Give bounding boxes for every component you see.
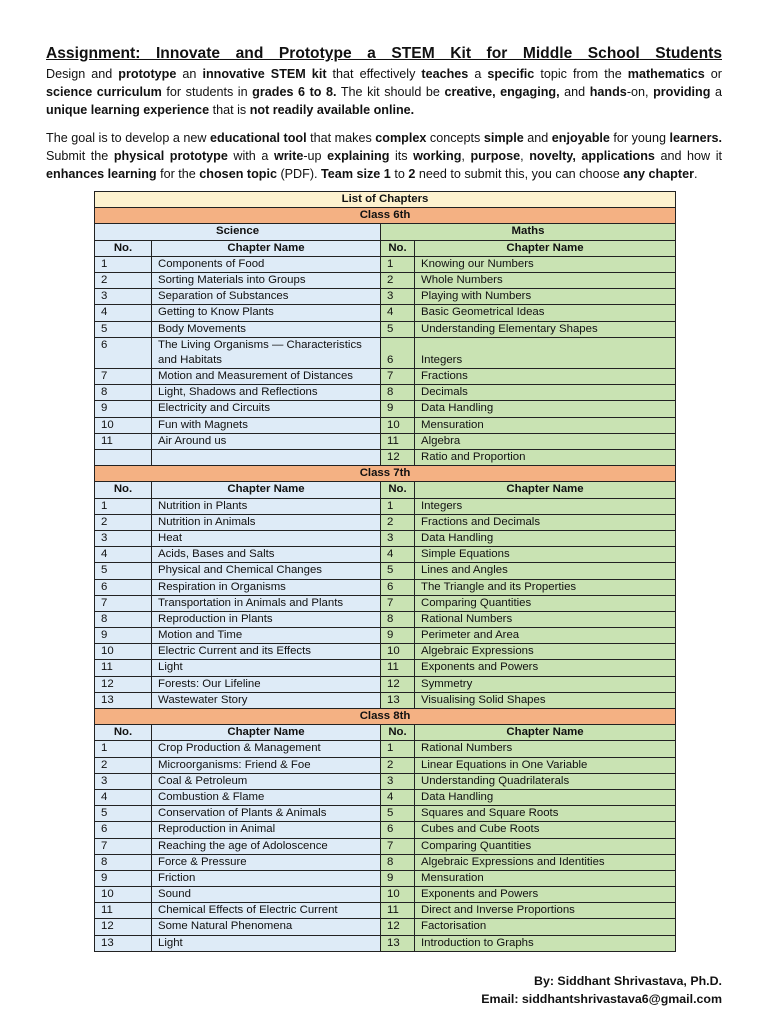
maths-chapter-no: 4 — [381, 305, 415, 321]
chapters-table-wrapper — [94, 191, 675, 952]
science-chapter-no: 6 — [95, 579, 152, 595]
science-chapter-no: 9 — [95, 870, 152, 886]
class-label: Class 7th — [95, 466, 676, 482]
science-chapter-name: Coal & Petroleum — [152, 773, 381, 789]
science-chapter-header: Chapter Name — [152, 482, 381, 498]
science-chapter-name: Reproduction in Plants — [152, 611, 381, 627]
science-chapter-name: The Living Organisms — Characteristics and Habitats — [152, 337, 381, 368]
science-chapter-name: Separation of Substances — [152, 289, 381, 305]
maths-chapter-name: Cubes and Cube Roots — [415, 822, 676, 838]
maths-chapter-no: 11 — [381, 660, 415, 676]
table-row — [95, 692, 676, 708]
maths-chapter-no: 9 — [381, 628, 415, 644]
maths-chapter-no: 6 — [381, 579, 415, 595]
maths-chapter-name: Data Handling — [415, 401, 676, 417]
science-chapter-no: 1 — [95, 498, 152, 514]
maths-chapter-header: Chapter Name — [415, 240, 676, 256]
maths-chapter-no: 2 — [381, 272, 415, 288]
maths-chapter-no: 3 — [381, 289, 415, 305]
science-chapter-no: 1 — [95, 741, 152, 757]
table-row — [95, 806, 676, 822]
maths-chapter-no: 7 — [381, 595, 415, 611]
science-chapter-name: Light — [152, 935, 381, 951]
maths-chapter-no: 4 — [381, 789, 415, 805]
maths-chapter-name: Simple Equations — [415, 547, 676, 563]
science-chapter-name: Friction — [152, 870, 381, 886]
maths-chapter-name: Data Handling — [415, 530, 676, 546]
science-chapter-no: 9 — [95, 628, 152, 644]
table-row — [95, 595, 676, 611]
science-chapter-name: Sorting Materials into Groups — [152, 272, 381, 288]
table-row — [95, 498, 676, 514]
table-row — [95, 401, 676, 417]
author-email: Email: siddhantshrivastava6@gmail.com — [481, 992, 722, 1006]
table-row — [95, 272, 676, 288]
maths-chapter-name: Fractions and Decimals — [415, 514, 676, 530]
science-chapter-no: 3 — [95, 289, 152, 305]
science-chapter-no: 4 — [95, 547, 152, 563]
maths-chapter-name: Integers — [415, 498, 676, 514]
maths-chapter-no: 5 — [381, 806, 415, 822]
science-chapter-name: Light, Shadows and Reflections — [152, 385, 381, 401]
maths-no-header: No. — [381, 482, 415, 498]
class-header-row — [95, 466, 676, 482]
science-chapter-name: Electricity and Circuits — [152, 401, 381, 417]
maths-chapter-name: Ratio and Proportion — [415, 450, 676, 466]
table-row — [95, 660, 676, 676]
maths-chapter-no: 13 — [381, 935, 415, 951]
maths-chapter-no: 1 — [381, 498, 415, 514]
maths-chapter-no: 5 — [381, 563, 415, 579]
science-chapter-no — [95, 450, 152, 466]
science-chapter-name: Forests: Our Lifeline — [152, 676, 381, 692]
science-chapter-no: 7 — [95, 595, 152, 611]
maths-chapter-name: Introduction to Graphs — [415, 935, 676, 951]
table-row — [95, 676, 676, 692]
science-no-header: No. — [95, 240, 152, 256]
science-chapter-no: 12 — [95, 919, 152, 935]
chapters-table — [94, 191, 676, 952]
maths-chapter-no: 11 — [381, 433, 415, 449]
science-chapter-name: Reproduction in Animal — [152, 822, 381, 838]
maths-chapter-no: 6 — [381, 337, 415, 368]
science-chapter-no: 11 — [95, 903, 152, 919]
column-header-row — [95, 482, 676, 498]
science-chapter-no: 10 — [95, 417, 152, 433]
science-chapter-no: 8 — [95, 854, 152, 870]
table-row — [95, 854, 676, 870]
science-chapter-name: Transportation in Animals and Plants — [152, 595, 381, 611]
class-label: Class 8th — [95, 709, 676, 725]
science-chapter-no: 11 — [95, 660, 152, 676]
maths-chapter-name: Linear Equations in One Variable — [415, 757, 676, 773]
science-chapter-no: 5 — [95, 563, 152, 579]
maths-chapter-no: 2 — [381, 514, 415, 530]
science-chapter-name: Nutrition in Animals — [152, 514, 381, 530]
maths-chapter-no: 5 — [381, 321, 415, 337]
science-header: Science — [95, 224, 381, 240]
column-header-row — [95, 240, 676, 256]
maths-chapter-name: Direct and Inverse Proportions — [415, 903, 676, 919]
table-row — [95, 822, 676, 838]
maths-chapter-no: 10 — [381, 887, 415, 903]
maths-chapter-name: Mensuration — [415, 870, 676, 886]
table-row — [95, 337, 676, 368]
science-chapter-name: Heat — [152, 530, 381, 546]
science-chapter-no: 6 — [95, 337, 152, 368]
assignment-section — [46, 44, 722, 183]
column-header-row — [95, 725, 676, 741]
science-chapter-header: Chapter Name — [152, 725, 381, 741]
table-row — [95, 741, 676, 757]
maths-chapter-no: 3 — [381, 530, 415, 546]
science-chapter-no: 6 — [95, 822, 152, 838]
maths-chapter-no: 3 — [381, 773, 415, 789]
maths-chapter-name: Perimeter and Area — [415, 628, 676, 644]
maths-chapter-header: Chapter Name — [415, 482, 676, 498]
maths-chapter-no: 9 — [381, 401, 415, 417]
science-chapter-name: Chemical Effects of Electric Current — [152, 903, 381, 919]
maths-chapter-name: Understanding Quadrilaterals — [415, 773, 676, 789]
science-chapter-name: Sound — [152, 887, 381, 903]
science-chapter-name: Crop Production & Management — [152, 741, 381, 757]
maths-chapter-name: Understanding Elementary Shapes — [415, 321, 676, 337]
science-chapter-name: Physical and Chemical Changes — [152, 563, 381, 579]
assignment-title: Assignment: Innovate and Prototype a STEM Kit for Middle School Students — [46, 45, 722, 62]
science-chapter-name: Some Natural Phenomena — [152, 919, 381, 935]
table-row — [95, 385, 676, 401]
table-row — [95, 773, 676, 789]
science-chapter-no: 7 — [95, 369, 152, 385]
maths-chapter-no: 13 — [381, 692, 415, 708]
maths-chapter-name: Comparing Quantities — [415, 838, 676, 854]
table-row — [95, 903, 676, 919]
science-chapter-name: Motion and Time — [152, 628, 381, 644]
science-chapter-no: 12 — [95, 676, 152, 692]
table-row — [95, 547, 676, 563]
maths-chapter-no: 10 — [381, 417, 415, 433]
science-chapter-no: 10 — [95, 887, 152, 903]
maths-chapter-no: 9 — [381, 870, 415, 886]
maths-chapter-name: Algebraic Expressions and Identities — [415, 854, 676, 870]
table-row — [95, 838, 676, 854]
maths-chapter-name: Playing with Numbers — [415, 289, 676, 305]
maths-chapter-name: Lines and Angles — [415, 563, 676, 579]
science-chapter-name: Force & Pressure — [152, 854, 381, 870]
science-chapter-no: 1 — [95, 256, 152, 272]
science-chapter-name: Fun with Magnets — [152, 417, 381, 433]
maths-chapter-no: 12 — [381, 450, 415, 466]
science-chapter-header: Chapter Name — [152, 240, 381, 256]
maths-chapter-no: 8 — [381, 854, 415, 870]
table-row — [95, 433, 676, 449]
science-chapter-no: 7 — [95, 838, 152, 854]
table-row — [95, 757, 676, 773]
maths-header: Maths — [381, 224, 676, 240]
maths-no-header: No. — [381, 240, 415, 256]
science-chapter-name: Microorganisms: Friend & Foe — [152, 757, 381, 773]
science-chapter-name: Electric Current and its Effects — [152, 644, 381, 660]
maths-chapter-name: Fractions — [415, 369, 676, 385]
maths-chapter-name: Algebraic Expressions — [415, 644, 676, 660]
subject-header-row — [95, 224, 676, 240]
maths-chapter-no: 12 — [381, 676, 415, 692]
table-row — [95, 369, 676, 385]
science-chapter-name: Combustion & Flame — [152, 789, 381, 805]
science-chapter-name: Components of Food — [152, 256, 381, 272]
science-chapter-name: Motion and Measurement of Distances — [152, 369, 381, 385]
maths-chapter-no: 10 — [381, 644, 415, 660]
maths-chapter-name: Integers — [415, 337, 676, 368]
science-chapter-no: 4 — [95, 305, 152, 321]
maths-chapter-no: 1 — [381, 256, 415, 272]
maths-chapter-no: 7 — [381, 369, 415, 385]
science-chapter-name: Reaching the age of Adoloscence — [152, 838, 381, 854]
maths-chapter-name: Rational Numbers — [415, 611, 676, 627]
table-row — [95, 611, 676, 627]
science-chapter-no: 13 — [95, 935, 152, 951]
science-chapter-name: Acids, Bases and Salts — [152, 547, 381, 563]
table-row — [95, 644, 676, 660]
table-row — [95, 563, 676, 579]
science-chapter-name: Body Movements — [152, 321, 381, 337]
science-chapter-no: 5 — [95, 806, 152, 822]
intro-paragraph: Design and prototype an innovative STEM kit that effectively teaches a specific topic from the mathematics or science curriculum for students in grades 6 to 8. The kit should be creative, engaging, and hands-on, providing a unique learning experience that is not readily available online. — [46, 67, 723, 117]
maths-chapter-name: Visualising Solid Shapes — [415, 692, 676, 708]
table-row — [95, 514, 676, 530]
maths-chapter-name: Whole Numbers — [415, 272, 676, 288]
author-name: By: Siddhant Shrivastava, Ph.D. — [534, 974, 722, 988]
class-label: Class 6th — [95, 208, 676, 224]
science-chapter-no: 3 — [95, 773, 152, 789]
science-chapter-no: 9 — [95, 401, 152, 417]
maths-chapter-name: Symmetry — [415, 676, 676, 692]
science-chapter-name: Air Around us — [152, 433, 381, 449]
science-chapter-name — [152, 450, 381, 466]
maths-chapter-name: The Triangle and its Properties — [415, 579, 676, 595]
table-row — [95, 579, 676, 595]
table-row — [95, 935, 676, 951]
maths-chapter-no: 2 — [381, 757, 415, 773]
maths-chapter-name: Squares and Square Roots — [415, 806, 676, 822]
table-row — [95, 887, 676, 903]
maths-chapter-no: 12 — [381, 919, 415, 935]
science-chapter-no: 4 — [95, 789, 152, 805]
science-chapter-no: 10 — [95, 644, 152, 660]
science-no-header: No. — [95, 725, 152, 741]
maths-chapter-name: Mensuration — [415, 417, 676, 433]
table-row — [95, 450, 676, 466]
maths-chapter-no: 11 — [381, 903, 415, 919]
science-chapter-no: 8 — [95, 385, 152, 401]
maths-chapter-no: 8 — [381, 385, 415, 401]
maths-chapter-no: 7 — [381, 838, 415, 854]
table-title: List of Chapters — [95, 192, 676, 208]
maths-chapter-name: Rational Numbers — [415, 741, 676, 757]
maths-chapter-name: Data Handling — [415, 789, 676, 805]
goal-paragraph: The goal is to develop a new educational tool that makes complex concepts simple and enjoyable for young learners. Submit the physical prototype with a write-up explaining its working, purpose, novelty, applications and how it enhances learning for the chosen topic (PDF). Team size 1 to 2 need to submit this, you can choose any chapter. — [46, 131, 722, 181]
science-chapter-no: 13 — [95, 692, 152, 708]
science-chapter-name: Getting to Know Plants — [152, 305, 381, 321]
class-header-row — [95, 208, 676, 224]
maths-chapter-no: 1 — [381, 741, 415, 757]
author-footer — [481, 972, 722, 1008]
maths-chapter-name: Comparing Quantities — [415, 595, 676, 611]
science-chapter-no: 3 — [95, 530, 152, 546]
science-chapter-no: 5 — [95, 321, 152, 337]
science-chapter-name: Wastewater Story — [152, 692, 381, 708]
table-row — [95, 870, 676, 886]
science-chapter-no: 2 — [95, 514, 152, 530]
maths-chapter-name: Exponents and Powers — [415, 660, 676, 676]
maths-chapter-name: Decimals — [415, 385, 676, 401]
table-title-row — [95, 192, 676, 208]
maths-chapter-name: Basic Geometrical Ideas — [415, 305, 676, 321]
science-no-header: No. — [95, 482, 152, 498]
table-row — [95, 289, 676, 305]
maths-chapter-name: Exponents and Powers — [415, 887, 676, 903]
maths-chapter-no: 6 — [381, 822, 415, 838]
science-chapter-name: Conservation of Plants & Animals — [152, 806, 381, 822]
maths-chapter-no: 8 — [381, 611, 415, 627]
class-header-row — [95, 709, 676, 725]
science-chapter-name: Respiration in Organisms — [152, 579, 381, 595]
table-row — [95, 789, 676, 805]
chapters-table-body — [95, 192, 676, 952]
science-chapter-no: 11 — [95, 433, 152, 449]
table-row — [95, 305, 676, 321]
table-row — [95, 417, 676, 433]
maths-chapter-name: Knowing our Numbers — [415, 256, 676, 272]
science-chapter-name: Nutrition in Plants — [152, 498, 381, 514]
maths-chapter-header: Chapter Name — [415, 725, 676, 741]
maths-chapter-name: Factorisation — [415, 919, 676, 935]
science-chapter-no: 2 — [95, 757, 152, 773]
maths-chapter-no: 4 — [381, 547, 415, 563]
science-chapter-no: 2 — [95, 272, 152, 288]
table-row — [95, 530, 676, 546]
table-row — [95, 919, 676, 935]
science-chapter-no: 8 — [95, 611, 152, 627]
table-row — [95, 628, 676, 644]
table-row — [95, 256, 676, 272]
table-row — [95, 321, 676, 337]
maths-no-header: No. — [381, 725, 415, 741]
science-chapter-name: Light — [152, 660, 381, 676]
maths-chapter-name: Algebra — [415, 433, 676, 449]
